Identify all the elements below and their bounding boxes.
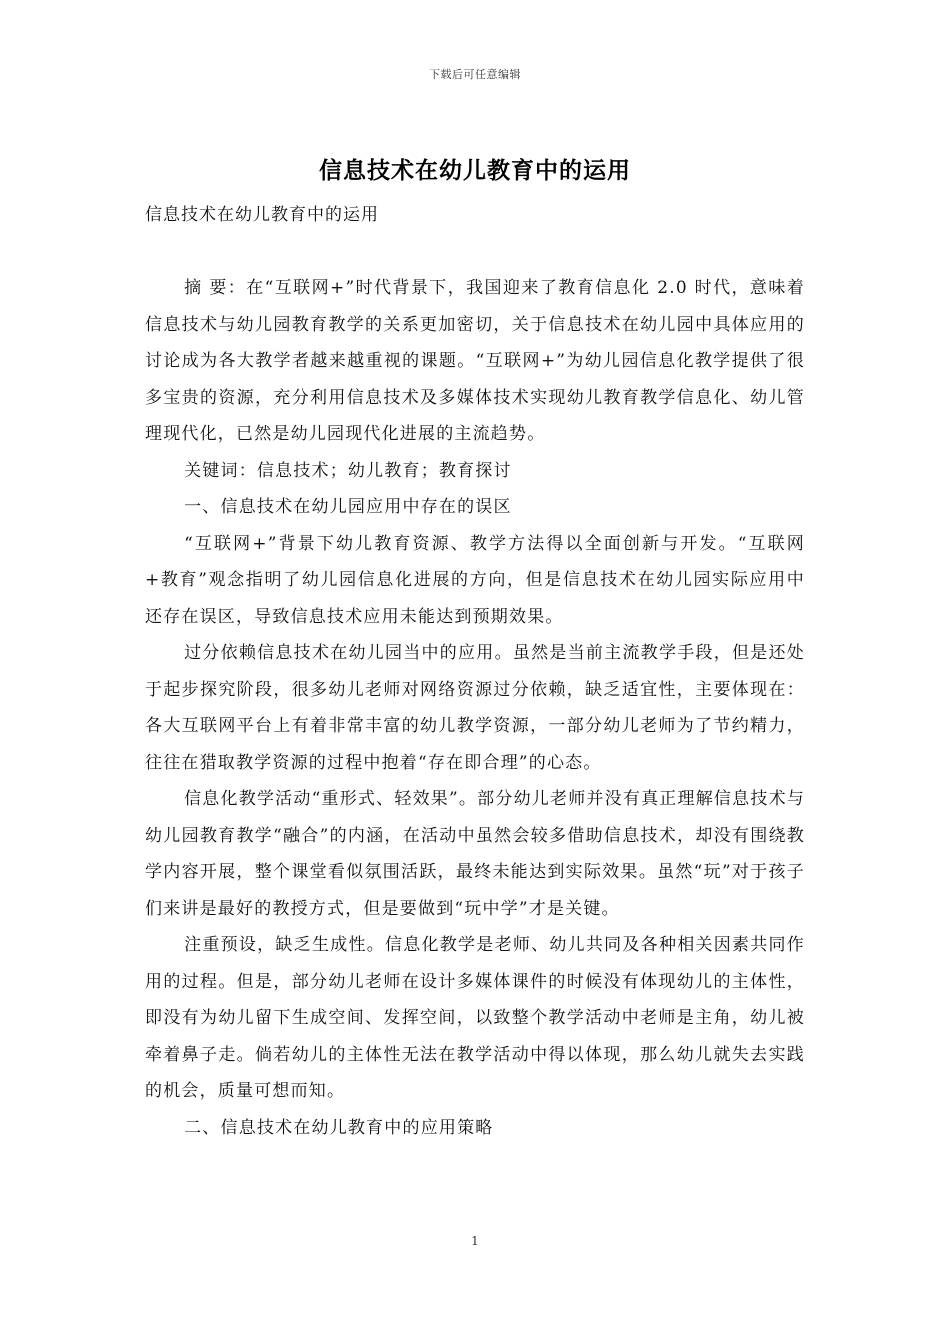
keywords-line: 关键词：信息技术；幼儿教育；教育探讨 (184, 460, 512, 481)
document-body (145, 270, 805, 1146)
section-heading-2: 二、信息技术在幼儿教育中的应用策略 (184, 1117, 494, 1138)
body-paragraph: “互联网+”背景下幼儿教育资源、教学方法得以全面创新与开发。“互联网+教育”观念指明了幼儿园信息化进展的方向，但是信息技术在幼儿园实际应用中还存在误区，导致信息技术应用未能达到预期效果。 (145, 533, 805, 627)
document-subtitle: 信息技术在幼儿教育中的运用 (145, 205, 379, 225)
header-note: 下载后可任意编辑 (429, 68, 521, 81)
body-paragraph: 注重预设，缺乏生成性。信息化教学是老师、幼儿共同及各种相关因素共同作用的过程。但是，部分幼儿老师在设计多媒体课件的时候没有体现幼儿的主体性，即没有为幼儿留下生成空间、发挥空间，以致整个教学活动中老师是主角，幼儿被牵着鼻子走。倘若幼儿的主体性无法在教学活动中得以体现，那么幼儿就失去实践的机会，质量可想而知。 (145, 935, 805, 1101)
document-title: 信息技术在幼儿教育中的运用 (319, 158, 631, 184)
page-number: 1 (471, 1234, 479, 1248)
body-paragraph: 过分依赖信息技术在幼儿园当中的应用。虽然是当前主流教学手段，但是还处于起步探究阶段，很多幼儿老师对网络资源过分依赖，缺乏适宜性，主要体现在：各大互联网平台上有着非常丰富的幼儿教学资源，一部分幼儿老师为了节约精力，往往在猎取教学资源的过程中抱着“存在即合理”的心态。 (145, 643, 805, 773)
section-heading-1: 一、信息技术在幼儿园应用中存在的误区 (184, 497, 512, 517)
body-paragraph: 信息化教学活动“重形式、轻效果”。部分幼儿老师并没有真正理解信息技术与幼儿园教育教学“融合”的内涵，在活动中虽然会较多借助信息技术，却没有围绕教学内容开展，整个课堂看似氛围活跃，最终未能达到实际效果。虽然“玩”对于孩子们来讲是最好的教授方式，但是要做到“玩中学”才是关键。 (145, 789, 805, 919)
abstract-paragraph: 摘 要：在“互联网+”时代背景下，我国迎来了教育信息化 2.0 时代，意味着信息技术与幼儿园教育教学的关系更加密切，关于信息技术在幼儿园中具体应用的讨论成为各大教学者越来越重视的课题。“互联网+”为幼儿园信息化教学提供了很多宝贵的资源，充分利用信息技术及多媒体技术实现幼儿教育教学信息化、幼儿管理现代化，已然是幼儿园现代化进展的主流趋势。 (145, 278, 805, 444)
